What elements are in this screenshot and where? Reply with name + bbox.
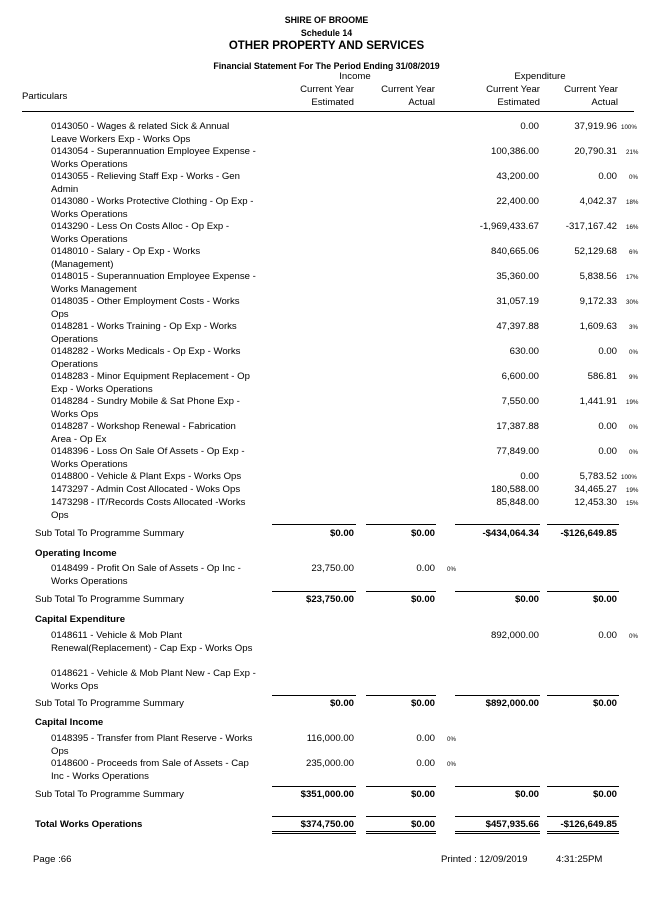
row-description: 0143050 - Wages & related Sick & Annual Leave Workers Exp - Works Ops xyxy=(51,121,230,145)
subtotal-income-actual: $0.00 xyxy=(410,698,435,709)
exp-actual: 5,783.52 xyxy=(579,471,617,482)
exp-percent: 6% xyxy=(629,249,638,256)
inc-percent: 0% xyxy=(447,761,456,768)
expenditure-estimated-header: Current Year Estimated xyxy=(486,84,540,108)
header-rule xyxy=(22,111,634,112)
row-description: 0148621 - Vehicle & Mob Plant New - Cap Exp - Works Ops xyxy=(51,668,256,692)
total-rule xyxy=(366,816,436,817)
printed-date: Printed : 12/09/2019 xyxy=(441,854,528,865)
exp-percent: 0% xyxy=(629,449,638,456)
inc-estimated: 235,000.00 xyxy=(305,758,354,769)
total-double-rule xyxy=(455,831,540,834)
inc-actual: 0.00 xyxy=(416,563,435,574)
row-description: 0148283 - Minor Equipment Replacement - Op Exp - Works Operations xyxy=(51,371,250,395)
exp-estimated: 35,360.00 xyxy=(496,271,539,282)
subtotal-rule xyxy=(455,786,540,787)
exp-estimated: 180,588.00 xyxy=(490,484,539,495)
exp-percent: 21% xyxy=(626,149,639,156)
section-capital-income: Capital Income xyxy=(35,717,104,728)
row-description: 0148015 - Superannuation Employee Expense - Works Management xyxy=(51,271,256,295)
total-double-rule xyxy=(547,831,619,834)
exp-actual: 0.00 xyxy=(598,446,617,457)
row-description: 0148499 - Profit On Sale of Assets - Op Inc - Works Operations xyxy=(51,563,241,587)
subtotal-rule xyxy=(547,695,619,696)
exp-percent: 0% xyxy=(629,424,638,431)
inc-actual: 0.00 xyxy=(416,758,435,769)
exp-estimated: 85,848.00 xyxy=(496,497,539,508)
exp-actual: 37,919.96 xyxy=(574,121,617,132)
exp-actual: 0.00 xyxy=(598,421,617,432)
subtotal-rule xyxy=(455,524,540,525)
subtotal-exp-actual: $0.00 xyxy=(592,789,617,800)
total-label: Total Works Operations xyxy=(35,819,143,830)
subtotal-exp-actual: -$126,649.85 xyxy=(560,528,617,539)
inc-percent: 0% xyxy=(447,736,456,743)
subtotal-rule xyxy=(455,695,540,696)
section-operating-income: Operating Income xyxy=(35,548,117,559)
exp-actual: 20,790.31 xyxy=(574,146,617,157)
row-description: 0148611 - Vehicle & Mob Plant Renewal(Replacement) - Cap Exp - Works Ops xyxy=(51,630,253,654)
total-exp-estimated: $457,935.66 xyxy=(485,819,539,830)
row-description: 0143055 - Relieving Staff Exp - Works - Gen Admin xyxy=(51,171,240,195)
row-description: 0148396 - Loss On Sale Of Assets - Op Exp - Works Operations xyxy=(51,446,245,470)
page-number: Page :66 xyxy=(33,854,72,865)
subtotal-label: Sub Total To Programme Summary xyxy=(35,698,184,709)
exp-percent: 100% xyxy=(621,474,637,481)
subtotal-income-actual: $0.00 xyxy=(410,528,435,539)
report-title: OTHER PROPERTY AND SERVICES xyxy=(228,40,425,52)
subtotal-income-estimated: $0.00 xyxy=(329,698,354,709)
exp-estimated: 77,849.00 xyxy=(496,446,539,457)
row-description: 1473297 - Admin Cost Allocated - Woks Ops xyxy=(51,484,241,495)
exp-percent: 0% xyxy=(629,174,638,181)
exp-percent: 3% xyxy=(629,324,638,331)
subtotal-income-actual: $0.00 xyxy=(410,789,435,800)
exp-percent: 0% xyxy=(629,633,638,640)
exp-percent: 17% xyxy=(626,274,639,281)
subtotal-exp-actual: $0.00 xyxy=(592,594,617,605)
exp-estimated: 31,057.19 xyxy=(496,296,539,307)
row-description: 0143080 - Works Protective Clothing - Op Exp - Works Operations xyxy=(51,196,254,220)
row-description: 0143054 - Superannuation Employee Expense - Works Operations xyxy=(51,146,256,170)
exp-actual: 0.00 xyxy=(598,630,617,641)
subtotal-rule xyxy=(272,786,356,787)
exp-percent: 15% xyxy=(626,500,639,507)
expenditure-actual-header: Current Year Actual xyxy=(564,84,618,108)
exp-percent: 19% xyxy=(626,487,639,494)
row-description: 0143290 - Less On Costs Alloc - Op Exp - Works Operations xyxy=(51,221,230,245)
inc-estimated: 23,750.00 xyxy=(311,563,354,574)
subtotal-rule xyxy=(366,786,436,787)
row-description: 0148284 - Sundry Mobile & Sat Phone Exp - Works Ops xyxy=(51,396,240,420)
row-description: 0148282 - Works Medicals - Op Exp - Works Operations xyxy=(51,346,241,370)
subtotal-income-estimated: $23,750.00 xyxy=(305,594,354,605)
inc-percent: 0% xyxy=(447,566,456,573)
subtotal-rule xyxy=(366,524,436,525)
subtotal-rule xyxy=(366,591,436,592)
income-actual-header: Current Year Actual xyxy=(381,84,435,108)
row-description: 0148287 - Workshop Renewal - Fabrication Area - Op Ex xyxy=(51,421,236,445)
subtotal-rule xyxy=(272,524,356,525)
exp-estimated: 840,665.06 xyxy=(490,246,539,257)
exp-actual: 0.00 xyxy=(598,346,617,357)
subtotal-label: Sub Total To Programme Summary xyxy=(35,594,184,605)
exp-actual: 52,129.68 xyxy=(574,246,617,257)
row-description: 0148800 - Vehicle & Plant Exps - Works Ops xyxy=(51,471,242,482)
subtotal-rule xyxy=(272,591,356,592)
exp-actual: 4,042.37 xyxy=(579,196,617,207)
exp-estimated: 22,400.00 xyxy=(496,196,539,207)
subtotal-exp-estimated: $892,000.00 xyxy=(485,698,539,709)
subtotal-income-estimated: $351,000.00 xyxy=(300,789,354,800)
subtotal-label: Sub Total To Programme Summary xyxy=(35,528,184,539)
exp-actual: 1,609.63 xyxy=(579,321,617,332)
exp-actual: -317,167.42 xyxy=(565,221,617,232)
exp-actual: 9,172.33 xyxy=(579,296,617,307)
exp-actual: 586.81 xyxy=(587,371,617,382)
exp-percent: 9% xyxy=(629,374,638,381)
exp-estimated: 892,000.00 xyxy=(490,630,539,641)
exp-estimated: 0.00 xyxy=(520,471,539,482)
exp-estimated: 47,397.88 xyxy=(496,321,539,332)
row-description: 0148035 - Other Employment Costs - Works Ops xyxy=(51,296,240,320)
exp-estimated: 17,387.88 xyxy=(496,421,539,432)
exp-percent: 19% xyxy=(626,399,639,406)
total-rule xyxy=(547,816,619,817)
subtotal-exp-actual: $0.00 xyxy=(592,698,617,709)
exp-estimated: 0.00 xyxy=(520,121,539,132)
total-double-rule xyxy=(272,831,356,834)
exp-estimated: 6,600.00 xyxy=(501,371,539,382)
subtotal-income-actual: $0.00 xyxy=(410,594,435,605)
inc-estimated: 116,000.00 xyxy=(306,733,354,744)
schedule-number: Schedule 14 xyxy=(300,28,353,38)
subtotal-rule xyxy=(547,524,619,525)
subtotal-rule xyxy=(366,695,436,696)
exp-percent: 16% xyxy=(626,224,639,231)
row-description: 0148600 - Proceeds from Sale of Assets - Cap Inc - Works Operations xyxy=(51,758,249,782)
exp-actual: 34,465.27 xyxy=(574,484,617,495)
report-subtitle: Financial Statement For The Period Ending 31/08/2019 xyxy=(213,61,440,71)
exp-percent: 30% xyxy=(626,299,639,306)
subtotal-income-estimated: $0.00 xyxy=(329,528,354,539)
subtotal-rule xyxy=(455,591,540,592)
exp-percent: 18% xyxy=(626,199,639,206)
particulars-header: Particulars xyxy=(22,91,68,102)
subtotal-exp-estimated: -$434,064.34 xyxy=(482,528,539,539)
subtotal-rule xyxy=(547,786,619,787)
section-capital-expenditure: Capital Expenditure xyxy=(35,614,126,625)
subtotal-label: Sub Total To Programme Summary xyxy=(35,789,184,800)
total-double-rule xyxy=(366,831,436,834)
total-exp-actual: -$126,649.85 xyxy=(560,819,617,830)
exp-actual: 0.00 xyxy=(598,171,617,182)
exp-estimated: 630.00 xyxy=(509,346,539,357)
printed-time: 4:31:25PM xyxy=(556,854,603,865)
exp-estimated: -1,969,433.67 xyxy=(479,221,539,232)
subtotal-exp-estimated: $0.00 xyxy=(514,789,539,800)
total-rule xyxy=(272,816,356,817)
row-description: 0148010 - Salary - Op Exp - Works (Management) xyxy=(51,246,201,270)
exp-estimated: 43,200.00 xyxy=(496,171,539,182)
row-description: 0148395 - Transfer from Plant Reserve - Works Ops xyxy=(51,733,253,757)
row-description: 1473298 - IT/Records Costs Allocated -Works Ops xyxy=(51,497,246,521)
expenditure-group-header: Expenditure xyxy=(514,71,566,82)
exp-actual: 1,441.91 xyxy=(579,396,617,407)
exp-percent: 0% xyxy=(629,349,638,356)
exp-actual: 5,838.56 xyxy=(579,271,617,282)
total-income-actual: $0.00 xyxy=(410,819,435,830)
exp-estimated: 100,386.00 xyxy=(490,146,539,157)
org-name: SHIRE OF BROOME xyxy=(284,15,369,25)
total-rule xyxy=(455,816,540,817)
inc-actual: 0.00 xyxy=(416,733,435,744)
total-income-estimated: $374,750.00 xyxy=(300,819,354,830)
income-estimated-header: Current Year Estimated xyxy=(300,84,354,108)
exp-percent: 100% xyxy=(621,124,637,131)
exp-actual: 12,453.30 xyxy=(574,497,617,508)
row-description: 0148281 - Works Training - Op Exp - Works Operations xyxy=(51,321,237,345)
subtotal-rule xyxy=(547,591,619,592)
exp-estimated: 7,550.00 xyxy=(501,396,539,407)
subtotal-exp-estimated: $0.00 xyxy=(514,594,539,605)
subtotal-rule xyxy=(272,695,356,696)
income-group-header: Income xyxy=(339,71,371,82)
